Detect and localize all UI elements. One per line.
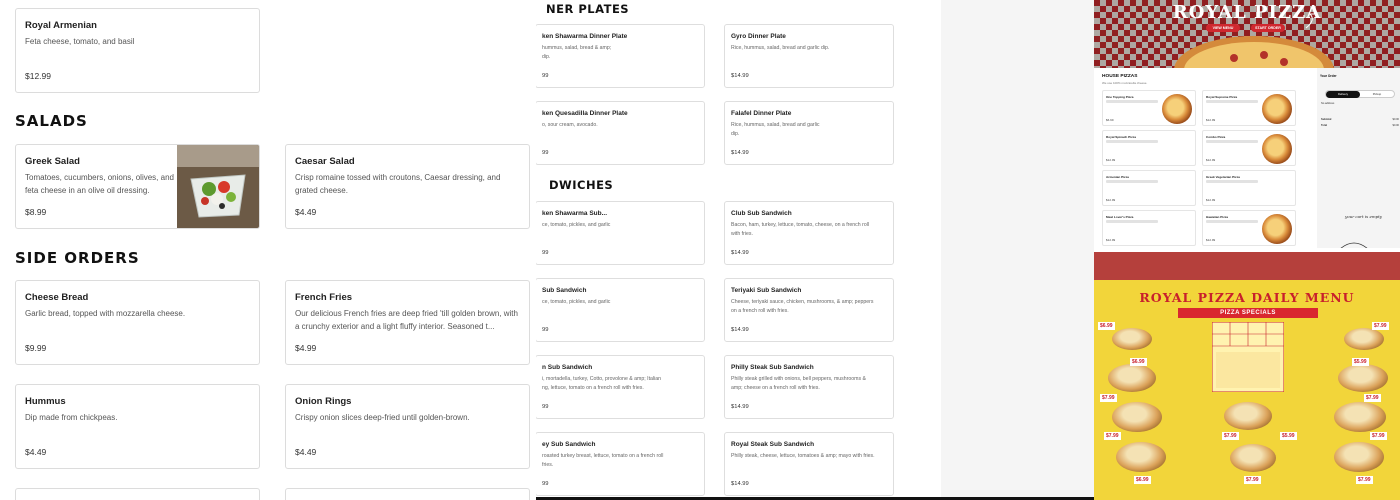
pizza-card[interactable] — [1202, 90, 1296, 126]
menu-item-card[interactable] — [15, 144, 260, 229]
item-name: Cheese Bread — [25, 292, 89, 303]
menu-panel — [0, 0, 545, 500]
item-description: ce, tomato, pickles, and garlic — [542, 299, 611, 305]
menu-item-card[interactable] — [15, 488, 260, 500]
wall-menu-title: ROYAL PIZZA DAILY MENU — [1139, 290, 1355, 305]
pizza-card[interactable] — [1102, 210, 1196, 246]
pizza-card[interactable] — [1102, 130, 1196, 166]
pizza-desc-placeholder — [1206, 140, 1258, 143]
item-name: Caesar Salad — [295, 156, 355, 167]
item-description: Bacon, ham, turkey, lettuce, tomato, cheese, on a french roll with fries. — [731, 222, 870, 237]
price-tag: $6.99 — [1136, 477, 1149, 483]
pizza-card[interactable] — [1202, 170, 1296, 206]
menu-item-card[interactable] — [285, 384, 530, 469]
empty-cart-text: your cart is empty — [1345, 214, 1383, 219]
item-description: Cheese, teriyaki sauce, chicken, mushrooms, & amp; peppers on a french roll with fries. — [731, 299, 874, 314]
item-price: $4.99 — [295, 343, 317, 353]
pizza-price: $12.99 — [1206, 118, 1216, 122]
price-tag: $7.99 — [1102, 395, 1115, 401]
item-name: ken Quesadilla Dinner Plate — [542, 110, 628, 117]
item-price: 99 — [542, 404, 549, 410]
pizza-oven-illustration — [1329, 228, 1379, 248]
price-tag: $7.99 — [1372, 433, 1385, 439]
item-name: ken Shawarma Sub... — [542, 210, 608, 217]
item-price: $14.99 — [731, 404, 749, 410]
section-heading-sandwiches: DWICHES — [549, 178, 614, 192]
item-name: Falafel Dinner Plate — [731, 110, 792, 117]
pizza-desc-placeholder — [1106, 140, 1158, 143]
total-value: $0.00 — [1392, 124, 1399, 127]
order-title: Your Order — [1320, 74, 1337, 78]
pizza-name: Royal Supreme Pizza — [1206, 95, 1238, 99]
pizza-price: $12.99 — [1206, 158, 1216, 162]
food-photo — [1338, 364, 1388, 392]
pizza-price: $12.99 — [1106, 238, 1116, 242]
item-description: Tomatoes, cucumbers, onions, olives, and feta cheese in an olive oil dressing. — [25, 173, 174, 195]
item-price: $4.49 — [295, 447, 317, 457]
wall-menu-photo — [1094, 252, 1400, 500]
price-tag: $7.99 — [1224, 433, 1237, 439]
subtotal-value: $0.00 — [1392, 118, 1399, 121]
plates-panel — [536, 0, 1094, 500]
item-name: n Sub Sandwich — [542, 364, 593, 371]
pizza-name: Meat Lover's Pizza — [1106, 215, 1134, 219]
hero-banner — [1094, 0, 1400, 68]
menu-item-card[interactable] — [536, 432, 705, 496]
item-description: Dip made from chickpeas. — [25, 413, 118, 422]
pizza-desc-placeholder — [1206, 220, 1258, 223]
pizza-price: $6.99 — [1106, 118, 1114, 122]
pizza-thumbnail — [1162, 94, 1192, 124]
menu-item-card[interactable] — [724, 201, 894, 265]
pizza-price: $12.99 — [1206, 198, 1216, 202]
item-price: 99 — [542, 150, 549, 156]
section-heading-dinner-plates: NER PLATES — [546, 2, 630, 16]
item-description: Our delicious French fries are deep fried 'till golden brown, with a crunchy exterior and a light fluffy interior. Seasoned t... — [295, 309, 518, 331]
food-photo — [1334, 402, 1386, 432]
pizza-desc-placeholder — [1106, 100, 1158, 103]
item-price: $9.99 — [25, 343, 47, 353]
subtotal-label: Subtotal — [1321, 118, 1332, 121]
item-price: $14.99 — [731, 481, 749, 487]
price-tag: $7.99 — [1358, 477, 1371, 483]
pizza-name: Royal Spinach Pizza — [1106, 135, 1136, 139]
hero-title: ROYAL PIZZA — [1172, 2, 1322, 23]
menu-item-card[interactable] — [536, 101, 705, 165]
item-price: 99 — [542, 73, 549, 79]
pizza-thumbnail — [1262, 134, 1292, 164]
menu-item-card[interactable] — [536, 24, 705, 88]
pizza-price-grid — [1212, 322, 1284, 392]
subtotal-row — [1321, 118, 1399, 121]
item-name: Teriyaki Sub Sandwich — [731, 287, 802, 294]
pickup-option[interactable]: Pickup — [1372, 92, 1382, 96]
total-label: Total — [1321, 124, 1328, 127]
item-description: ce, tomato, pickles, and garlic — [542, 222, 611, 228]
item-description: hummus, salad, bread & amp; dip. — [542, 45, 612, 60]
item-name: French Fries — [295, 292, 353, 303]
price-tag: $6.99 — [1132, 359, 1145, 365]
item-description: Crispy onion slices deep-fried until golden-brown. — [295, 413, 470, 422]
house-pizzas-heading: HOUSE PIZZAS — [1102, 74, 1138, 79]
food-photo — [1112, 328, 1152, 350]
item-name: Gyro Dinner Plate — [731, 33, 786, 40]
pizza-price: $12.99 — [1106, 198, 1116, 202]
food-photo — [1224, 402, 1272, 430]
view-menu-button[interactable]: VIEW MENU — [1206, 24, 1240, 32]
item-description: Rice, hummus, salad, bread and garlic dip. — [731, 45, 830, 51]
item-description: o, sour cream, avocado. — [542, 122, 598, 128]
food-photo — [1108, 364, 1156, 392]
menu-item-card[interactable] — [724, 101, 894, 165]
menu-item-card[interactable] — [15, 280, 260, 365]
item-price: $8.99 — [25, 207, 47, 217]
price-tag: $7.99 — [1246, 477, 1259, 483]
food-photo — [1112, 402, 1162, 432]
item-price: 99 — [542, 250, 549, 256]
item-name: Philly Steak Sub Sandwich — [731, 364, 814, 371]
pizza-desc-placeholder — [1106, 220, 1158, 223]
price-tag: $5.99 — [1354, 359, 1367, 365]
pizza-name: Armenian Pizza — [1106, 175, 1129, 179]
item-description: Crisp romaine tossed with croutons, Caesar dressing, and grated cheese. — [295, 173, 501, 195]
pizza-name: One Topping Pizza — [1106, 95, 1134, 99]
website-screenshot — [1094, 0, 1400, 248]
order-type-toggle[interactable] — [1325, 90, 1395, 98]
menu-item-card[interactable] — [724, 278, 894, 342]
item-name: ken Shawarma Dinner Plate — [542, 33, 628, 40]
item-name: Royal Armenian — [25, 20, 97, 31]
item-price: $14.99 — [731, 250, 749, 256]
menu-item-card[interactable] — [285, 280, 530, 365]
pizza-price: $12.99 — [1206, 238, 1216, 242]
food-photo — [1230, 444, 1276, 472]
menu-item-card[interactable] — [536, 355, 705, 419]
item-price: $14.99 — [731, 150, 749, 156]
menu-item-card[interactable] — [15, 8, 260, 93]
item-description: Philly steak, cheese, lettuce, tomatoes & amp; mayo with fries. — [731, 453, 875, 459]
pizza-name: Greek Vegetarian Pizza — [1206, 175, 1240, 179]
price-tag: $7.99 — [1366, 395, 1379, 401]
pizza-name: Combo Pizza — [1206, 135, 1226, 139]
pizza-desc-placeholder — [1106, 180, 1158, 183]
item-price: 99 — [542, 481, 549, 487]
house-pizzas-subtitle: We use 100% mozzarella cheese. — [1102, 81, 1148, 85]
pizza-card[interactable] — [1202, 210, 1296, 246]
menu-item-card[interactable] — [285, 488, 530, 500]
menu-item-card[interactable] — [724, 24, 894, 88]
item-price: $4.49 — [295, 207, 317, 217]
pizza-card[interactable] — [1102, 90, 1196, 126]
item-description: Rice, hummus, salad, bread and garlic dip. — [731, 122, 820, 137]
total-row — [1321, 124, 1399, 127]
item-name: Royal Steak Sub Sandwich — [731, 441, 815, 448]
pizza-price: $12.99 — [1106, 158, 1116, 162]
menu-item-card[interactable] — [724, 355, 894, 419]
item-description: roasted turkey breast, lettuce, tomato on a french roll fries. — [542, 453, 664, 468]
menu-item-card[interactable] — [15, 384, 260, 469]
price-tag: $7.99 — [1374, 323, 1387, 329]
food-photo — [1334, 442, 1384, 472]
item-description: Garlic bread, topped with mozzarella cheese. — [25, 309, 186, 318]
item-price: $12.99 — [25, 71, 51, 81]
section-heading-salads: SALADS — [15, 112, 88, 130]
item-name: Greek Salad — [25, 156, 80, 167]
pizza-desc-placeholder — [1206, 100, 1258, 103]
item-name: Club Sub Sandwich — [731, 210, 792, 217]
pizza-desc-placeholder — [1206, 180, 1258, 183]
start-order-button[interactable]: START ORDER — [1251, 24, 1285, 32]
item-description: Philly steak grilled with onions, bell peppers, mushrooms & amp; cheese on a french roll with fries. — [731, 376, 866, 391]
item-price: 99 — [542, 327, 549, 333]
item-name: ey Sub Sandwich — [542, 441, 596, 448]
item-price: $14.99 — [731, 73, 749, 79]
menu-item-card[interactable] — [536, 201, 705, 265]
food-photo — [1344, 328, 1384, 350]
item-description: i, mortadella, turkey, Cotto, provolone & amp; Italian ng, lettuce, tomato on a french roll with fries. — [542, 376, 661, 391]
item-name: Onion Rings — [295, 396, 352, 407]
price-tag: $7.99 — [1106, 433, 1119, 439]
pizza-name: Hawaiian Pizza — [1206, 215, 1229, 219]
item-price: $4.49 — [25, 447, 47, 457]
order-sidebar — [1317, 68, 1400, 248]
food-photo — [1116, 442, 1166, 472]
side-background — [941, 0, 1094, 500]
item-name: Hummus — [25, 396, 66, 407]
price-tag: $5.99 — [1282, 433, 1295, 439]
menu-item-card[interactable] — [724, 432, 894, 496]
greek-salad-photo — [177, 145, 259, 228]
pizza-card[interactable] — [1102, 170, 1196, 206]
delivery-option[interactable]: Delivery — [1326, 91, 1360, 98]
pizza-card[interactable] — [1202, 130, 1296, 166]
section-heading-side-orders: SIDE ORDERS — [15, 249, 140, 267]
item-price: $14.99 — [731, 327, 749, 333]
item-description: Feta cheese, tomato, and basil — [25, 37, 135, 46]
pizza-thumbnail — [1262, 214, 1292, 244]
pizza-thumbnail — [1262, 94, 1292, 124]
price-tag: $6.99 — [1100, 323, 1113, 329]
item-name: Sub Sandwich — [542, 287, 587, 294]
order-address[interactable]: No address — [1321, 102, 1335, 105]
menu-item-card[interactable] — [285, 144, 530, 229]
menu-item-card[interactable] — [536, 278, 705, 342]
pizza-specials-banner: PIZZA SPECIALS — [1178, 308, 1318, 318]
